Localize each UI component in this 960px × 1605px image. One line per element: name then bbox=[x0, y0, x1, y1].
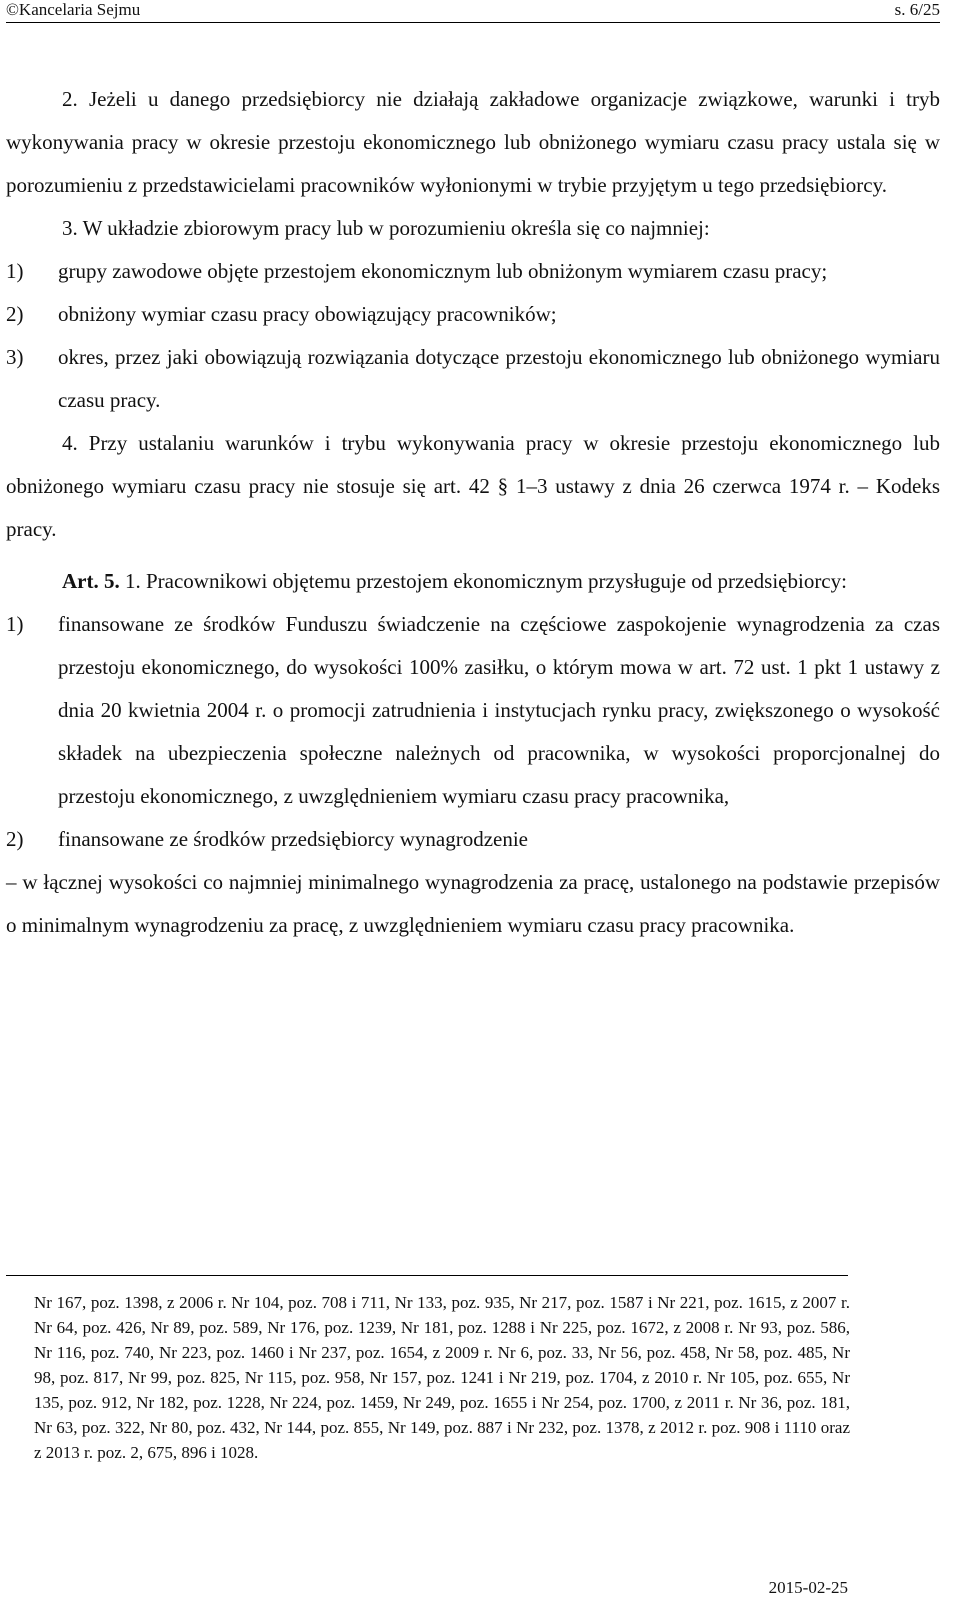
document-body bbox=[6, 78, 940, 947]
list-item-number: 3) bbox=[6, 345, 24, 369]
document-date: 2015-02-25 bbox=[768, 1578, 848, 1597]
header-publisher: ©Kancelaria Sejmu bbox=[6, 0, 141, 19]
list-item-number: 2) bbox=[6, 302, 24, 326]
page-header bbox=[6, 0, 940, 23]
list-item-number: 1) bbox=[6, 259, 24, 283]
list-item bbox=[6, 336, 940, 422]
list-item-text: finansowane ze środków przedsiębiorcy wynagrodzenie bbox=[58, 827, 528, 851]
list-item-number: 1) bbox=[6, 612, 24, 636]
footnote: Nr 167, poz. 1398, z 2006 r. Nr 104, poz. 708 i 711, Nr 133, poz. 935, Nr 217, poz. 1587 i Nr 221, poz. 1615, z 2007 r. Nr 64, poz. 426, Nr 89, poz. 589, Nr 176, poz. 1239, Nr 181, poz. 1288 i Nr 225, poz. 1672, z 2008 r. Nr 93, poz. 586, Nr 116, poz. 740, Nr 223, poz. 1460 i Nr 237, poz. 1654, z 2009 r. Nr 6, poz. 33, Nr 56, poz. 458, Nr 58, poz. 485, Nr 98, poz. 817, Nr 99, poz. 825, Nr 115, poz. 958, Nr 157, poz. 1241 i Nr 219, poz. 1704, z 2010 r. Nr 105, poz. 655, Nr 135, poz. 912, Nr 182, poz. 1228, Nr 224, poz. 1459, Nr 249, poz. 1655 i Nr 254, poz. 1700, z 2011 r. Nr 36, poz. 181, Nr 63, poz. 322, Nr 80, poz. 432, Nr 144, poz. 855, Nr 149, poz. 887 i Nr 232, poz. 1378, z 2012 r. poz. 908 i 1110 oraz z 2013 r. poz. 2, 675, 896 i 1028. bbox=[34, 1293, 850, 1462]
list-item-text: okres, przez jaki obowiązują rozwiązania dotyczące przestoju ekonomicznego lub obniżonego wymiaru czasu pracy. bbox=[58, 345, 940, 412]
list-item-number: 2) bbox=[6, 827, 24, 851]
paragraph-3: 3. W układzie zbiorowym pracy lub w porozumieniu określa się co najmniej: bbox=[62, 216, 710, 240]
list-item-text: grupy zawodowe objęte przestojem ekonomicznym lub obniżonym wymiarem czasu pracy; bbox=[58, 259, 828, 283]
article-5-closing: – w łącznej wysokości co najmniej minimalnego wynagrodzenia za pracę, ustalonego na podstawie przepisów o minimalnym wynagrodzeniu za pracę, z uwzględnieniem wymiaru czasu pracy pracownika. bbox=[6, 870, 940, 937]
article-5-text: 1. Pracownikowi objętemu przestojem ekonomicznym przysługuje od przedsiębiorcy: bbox=[124, 569, 847, 593]
article-5-intro bbox=[6, 560, 940, 603]
page-number: s. 6/25 bbox=[894, 0, 940, 19]
list-item-text: obniżony wymiar czasu pracy obowiązujący pracowników; bbox=[58, 302, 557, 326]
list-item bbox=[6, 293, 940, 336]
footnote-divider bbox=[6, 1275, 848, 1276]
list-item bbox=[6, 818, 940, 861]
paragraph-2: 2. Jeżeli u danego przedsiębiorcy nie działają zakładowe organizacje związkowe, warunki i tryb wykonywania pracy w okresie przestoju ekonomicznego lub obniżonego wymiaru czasu pracy ustala się w porozumieniu z przedstawicielami pracowników wyłonionymi w trybie przyjętym u tego przedsiębiorcy. bbox=[6, 87, 940, 197]
paragraph-4: 4. Przy ustalaniu warunków i trybu wykonywania pracy w okresie przestoju ekonomicznego lub obniżonego wymiaru czasu pracy nie stosuje się art. 42 § 1–3 ustawy z dnia 26 czerwca 1974 r. – Kodeks pracy. bbox=[6, 431, 940, 541]
list-item-text: finansowane ze środków Funduszu świadczenie na częściowe zaspokojenie wynagrodzenia za czas przestoju ekonomicznego, do wysokości 100% zasiłku, o którym mowa w art. 72 ust. 1 pkt 1 ustawy z dnia 20 kwietnia 2004 r. o promocji zatrudnienia i instytucjach rynku pracy, zwiększonego o wysokość składek na ubezpieczenia społeczne należnych od pracownika, w wysokości proporcjonalnej do przestoju ekonomicznego, z uwzględnieniem wymiaru czasu pracy pracownika, bbox=[58, 612, 940, 808]
list-item bbox=[6, 603, 940, 818]
list-item bbox=[6, 250, 940, 293]
article-5-label: Art. 5. bbox=[62, 569, 120, 593]
